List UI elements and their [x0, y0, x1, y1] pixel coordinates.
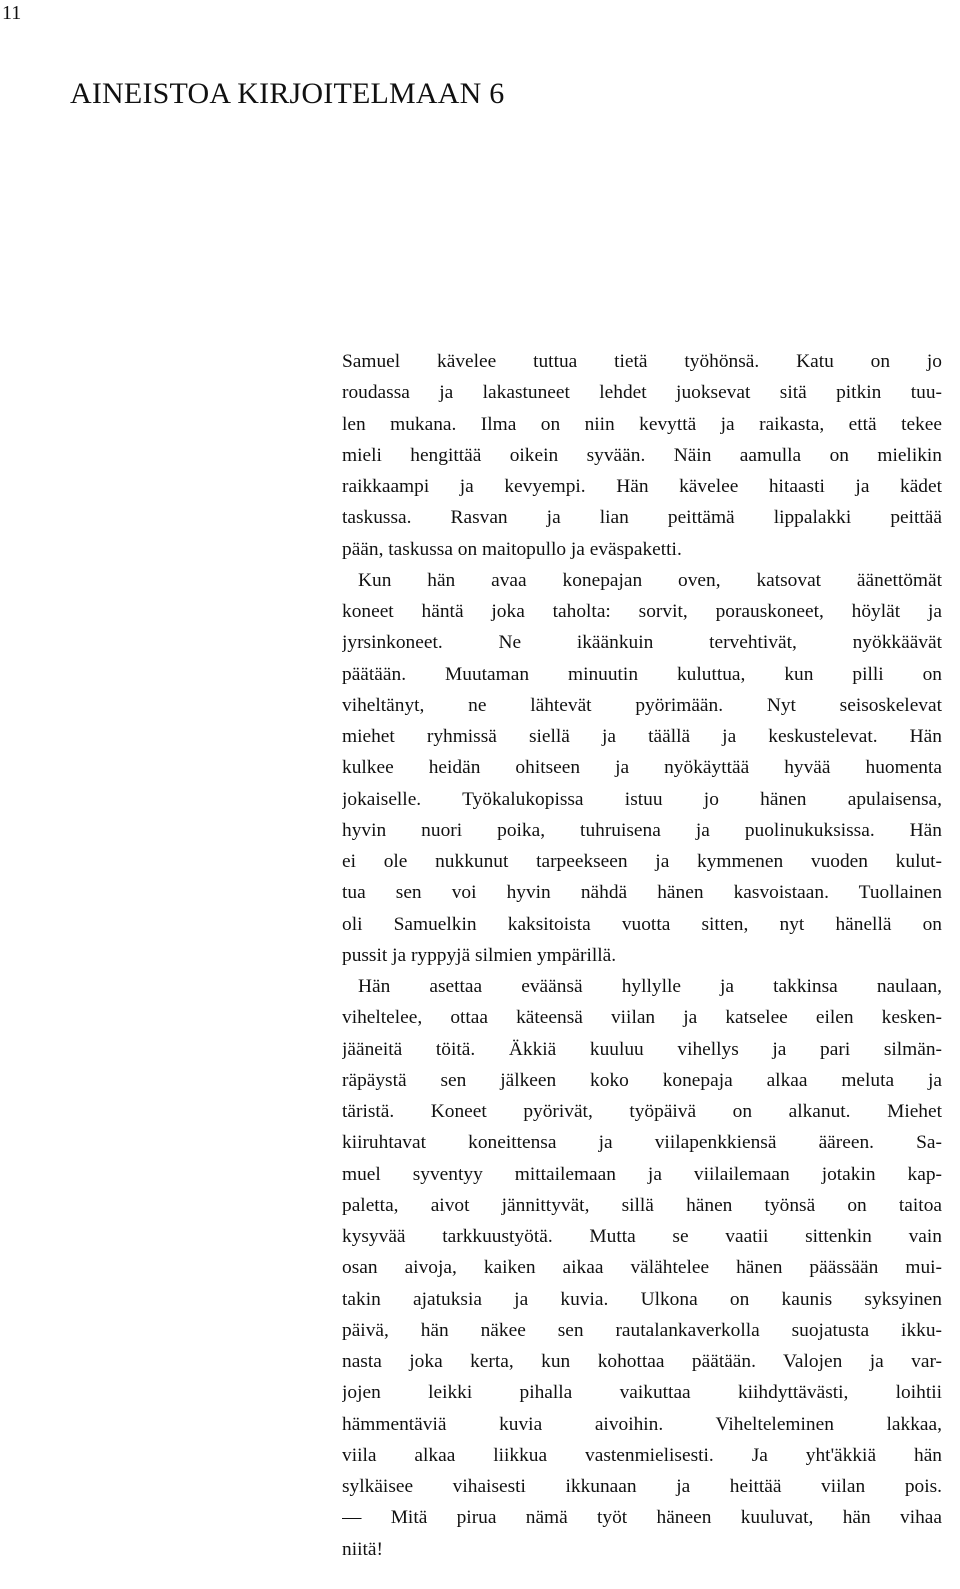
text-line: pään, taskussa on maitopullo ja eväspaketti. — [342, 538, 682, 560]
text-line: sylkäisee vihaisesti ikkunaan ja heittää viilan pois. — [342, 1476, 942, 1497]
text-line: niitä! — [342, 1538, 383, 1560]
text-line: jojen leikki pihalla vaikuttaa kiihdyttävästi, loihtii — [342, 1382, 942, 1404]
text-line: roudassa ja lakastuneet lehdet juoksevat sitä pitkin tuu- — [342, 382, 942, 404]
text-line: muel syventyy mittailemaan ja viilailemaan jotakin kap- — [342, 1163, 942, 1185]
text-line: Samuel kävelee tuttua tietä työhönsä. Katu on jo — [342, 351, 942, 372]
body-text — [342, 346, 942, 1565]
text-line: Hän asettaa eväänsä hyllylle ja takkinsa naulaan, — [358, 976, 942, 997]
text-line: kysyvää tarkkuustyötä. Mutta se vaatii sittenkin vain — [342, 1226, 942, 1247]
text-line: osan aivoja, kaiken aikaa välähtelee hänen päässään mui- — [342, 1257, 942, 1279]
text-line: takin ajatuksia ja kuvia. Ulkona on kaunis syksyinen — [342, 1288, 942, 1310]
text-line: nasta joka kerta, kun kohottaa päätään. Valojen ja var- — [342, 1351, 942, 1372]
page-title: AINEISTOA KIRJOITELMAAN 6 — [70, 77, 505, 110]
text-line: tua sen voi hyvin nähdä hänen kasvoistaan. Tuollainen — [342, 882, 942, 904]
text-line: len mukana. Ilma on niin kevyttä ja raikasta, että tekee — [342, 413, 942, 435]
text-line: kiiruhtavat koneittensa ja viilapenkkiensä ääreen. Sa- — [342, 1132, 942, 1154]
text-line: viheltänyt, ne lähtevät pyörimään. Nyt seisoskelevat — [342, 694, 942, 716]
text-line: viila alkaa liikkua vastenmielisesti. Ja yht'äkkiä hän — [342, 1444, 942, 1466]
text-line: paletta, aivot jännittyvät, sillä hänen työnsä on taitoa — [342, 1194, 942, 1216]
text-line: kulkee heidän ohitseen ja nyökäyttää hyvää huomenta — [342, 757, 942, 779]
text-line: miehet ryhmissä siellä ja täällä ja keskustelevat. Hän — [342, 726, 942, 747]
text-line: hyvin nuori poika, tuhruisena ja puolinukuksissa. Hän — [342, 819, 942, 841]
text-line: hämmentäviä kuvia aivoihin. Viheltelеminen lakkaa, — [342, 1413, 942, 1435]
text-line: oli Samuelkin kaksitoista vuotta sitten, nyt hänellä on — [342, 913, 942, 935]
text-line: mieli hengittää oikein syvään. Näin aamulla on mielikin — [342, 444, 942, 466]
text-line: Kun hän avaa konepajan oven, katsovat äänettömät — [358, 569, 942, 591]
text-line: jokaiselle. Työkalukopissa istuu jo hänen apulaisensa, — [342, 788, 942, 810]
text-line: täristä. Koneet pyörivät, työpäivä on alkanut. Miehet — [342, 1101, 942, 1122]
text-line: taskussa. Rasvan ja lian peittämä lippalakki peittää — [342, 507, 942, 529]
text-line: koneet häntä joka taholta: sorvit, porauskoneet, höylät ja — [342, 601, 942, 622]
text-line: — Mitä pirua nämä työt häneen kuuluvat, hän vihaa — [342, 1507, 942, 1529]
text-line: päätään. Muutaman minuutin kuluttua, kun pilli on — [342, 663, 942, 685]
text-line: pussit ja ryppyjä silmien ympärillä. — [342, 944, 617, 966]
text-line: raikkaampi ja kevyempi. Hän kävelee hitaasti ja kädet — [342, 476, 942, 497]
text-line: räpäystä sen jälkeen koko konepaja alkaa meluta ja — [342, 1069, 942, 1091]
text-line: ei ole nukkunut tarpeekseen ja kymmenen vuoden kulut- — [342, 851, 942, 872]
text-line: jyrsinkoneet. Ne ikäänkuin tervehtivät, nyökkäävät — [342, 632, 942, 654]
text-line: jääneitä töitä. Äkkiä kuuluu vihellys ja pari silmän- — [342, 1038, 942, 1060]
page-number: 11 — [2, 2, 22, 24]
text-line: päivä, hän näkee sen rautalankaverkolla suojatusta ikku- — [342, 1319, 942, 1341]
text-line: viheltelee, ottaa käteensä viilan ja katselee eilen kesken- — [342, 1007, 942, 1029]
